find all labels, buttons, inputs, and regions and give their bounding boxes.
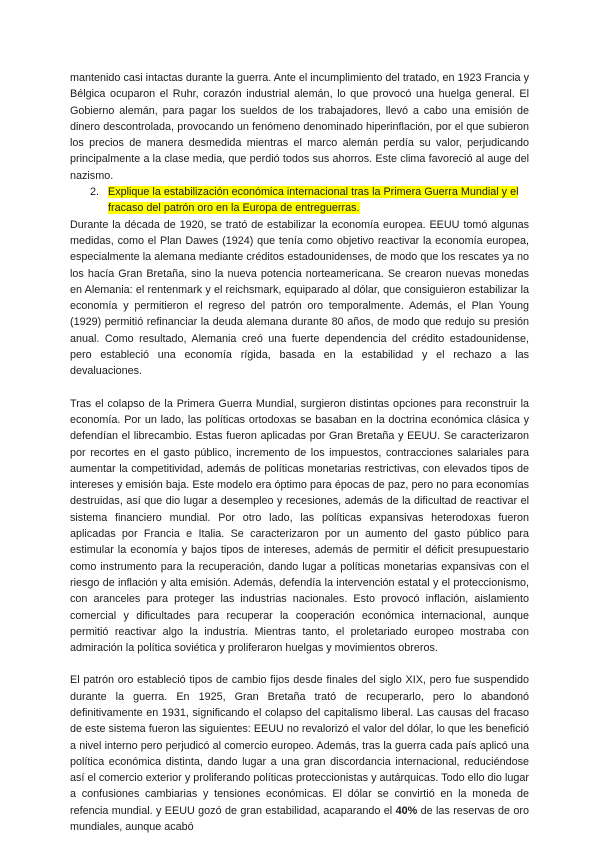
paragraph-gold-standard bbox=[70, 672, 529, 835]
question-text-highlighted: Explique la estabilización económica internacional tras la Primera Guerra Mundial y el fracaso del patrón oro en la Europa de entreguerras. bbox=[108, 186, 519, 215]
gold-reserves-percentage: 40% bbox=[395, 804, 418, 817]
question-text-container bbox=[108, 184, 529, 217]
question-item bbox=[90, 184, 529, 217]
paragraph-stabilization: Durante la década de 1920, se trató de estabilizar la economía europea. EEUU tomó algunas medidas, como el Plan Dawes (1924) que tenía como objetivo reactivar la economía europea, especialmente la alemana mediante créditos estadounidenses, de modo que los rescates ya no los hacía Gran Bretaña, sino la nueva potencia norteamericana. Se crearon nuevas monedas en Alemania: el rentenmark y el reichsmark, equiparado al dólar, que consiguieron estabilizar la economía y permitieron el regreso del patrón oro temporalmente. Además, el Plan Young (1929) permitió refinanciar la deuda alemana durante 80 años, de modo que redujo su presión anual. Como resultado, Alemania creó una fuerte dependencia del crédito estadounidense, pero estableció una economía rígida, basada en la estabilidad y el rechazo a las devaluaciones. bbox=[70, 218, 529, 378]
gold-standard-text-b: de las reservas de oro mundiales, aunque acabó bbox=[70, 804, 530, 834]
gold-standard-text-a: El patrón oro estableció tipos de cambio fijos desde finales del siglo XIX, pero fue suspendido durante la guerra. En 1925, Gran Bretaña trató de recuperarlo, pero lo abandonó definitivamente en 1931, significando el colapso del capitalismo liberal. Las causas del fracaso de este sistema fueron las siguientes: EEUU no revalorizó el valor del dólar, lo que les benefició a nivel interno pero perjudicó al comercio europeo. Además, tras la guerra cada país aplicó una política económica distinta, dando lugar a una gran discordancia internacional, reduciéndose así el comercio exterior y proliferando políticas proteccionistas y autárquicas. Todo ello dio lugar a confusiones cambiarias y tensiones económicas. El dólar se convirtió en la moneda de refencia mundial. y EEUU gozó de gran estabilidad, acaparando el bbox=[70, 674, 529, 817]
paragraph-economic-policies: Tras el colapso de la Primera Guerra Mundial, surgieron distintas opciones para reconstruir la economía. Por un lado, las políticas ortodoxas se basaban en la doctrina económica clásica y defendían el librecambio. Estas fueron aplicadas por Gran Bretaña y EEUU. Se caracterizaron por recortes en el gasto público, incremento de los impuestos, contracciones salariales para aumentar la competitividad, además de políticas monetarias restrictivas, con elevados tipos de intereses y emisión baja. Este modelo era óptimo para épocas de paz, pero no para economías destruidas, así que dio lugar a desempleo y recesiones, además de la dificultad de reactivar el sistema financiero mundial. Por otro lado, las políticas expansivas heterodoxas fueron aplicadas por Francia e Italia. Se caracterizaron por un aumento del gasto público para estimular la economía y bajos tipos de intereses, además de permitir el déficit presupuestario como instrumento para la recuperación, dando lugar a políticas monetarias expansivas con el riesgo de inflación y alta emisión. Además, defendía la intervención estatal y el proteccionismo, con aranceles para proteger las industrias nacionales. Esto provocó inflación, aislamiento comercial y dificultades para recuperar la cooperación económica internacional, aunque permitió reactivar algo la industria. Mientras tanto, el proletariado europeo mostraba con admiración la política soviética y proliferaron huelgas y movimientos obreros. bbox=[70, 397, 529, 655]
question-number: 2. bbox=[90, 186, 100, 199]
document-page bbox=[70, 70, 529, 835]
paragraph-hyperinflation: mantenido casi intactas durante la guerra. Ante el incumplimiento del tratado, en 1923 Francia y Bélgica ocuparon el Ruhr, corazón industrial alemán, lo que provocó una huelga general. El Gobierno alemán, para pagar los sueldos de los trabajadores, llevó a cabo una emisión de dinero descontrolada, provocando un fenómeno denominado hiperinflación, por el que subieron los precios de manera desmedida mientras el marco alemán perdía su valor, perjudicando principalmente a la clase media, que perdió todos sus ahorros. Este clima favoreció al auge del nazismo. bbox=[70, 72, 529, 182]
